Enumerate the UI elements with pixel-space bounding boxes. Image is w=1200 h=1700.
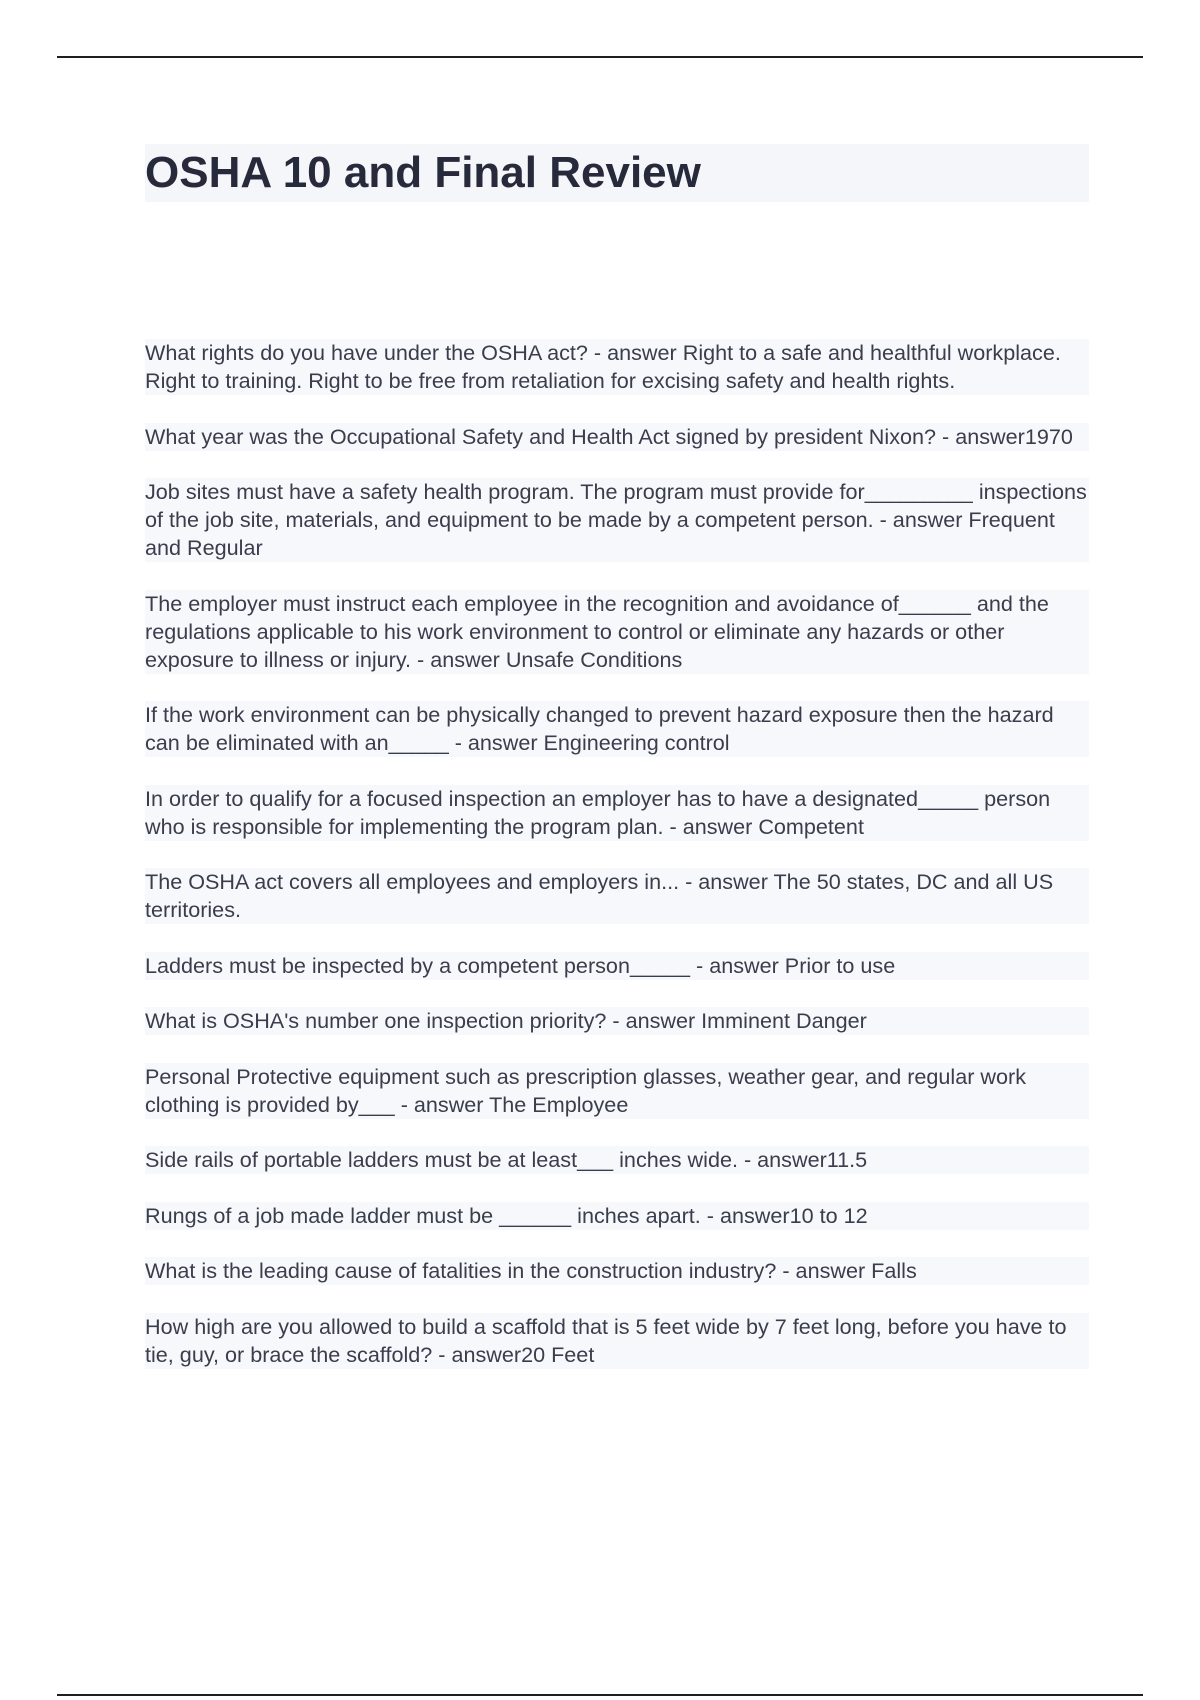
- bottom-rule: [57, 1694, 1143, 1696]
- qa-item: In order to qualify for a focused inspection an employer has to have a designated_____ person who is responsible for implementing the program plan. - answer Competent: [145, 785, 1089, 841]
- qa-item: The OSHA act covers all employees and employers in... - answer The 50 states, DC and all US territories.: [145, 868, 1089, 924]
- qa-item: The employer must instruct each employee in the recognition and avoidance of______ and the regulations applicable to his work environment to control or eliminate any hazards or other exposure to illness or injury. - answer Unsafe Conditions: [145, 590, 1089, 674]
- qa-item: How high are you allowed to build a scaffold that is 5 feet wide by 7 feet long, before you have to tie, guy, or brace the scaffold? - answer20 Feet: [145, 1313, 1089, 1369]
- qa-item: What is OSHA's number one inspection priority? - answer Imminent Danger: [145, 1007, 1089, 1035]
- qa-item: What is the leading cause of fatalities in the construction industry? - answer Falls: [145, 1257, 1089, 1285]
- qa-item: Ladders must be inspected by a competent person_____ - answer Prior to use: [145, 952, 1089, 980]
- top-rule: [57, 56, 1143, 58]
- qa-list: [145, 339, 1089, 1396]
- qa-item: Rungs of a job made ladder must be ______ inches apart. - answer10 to 12: [145, 1202, 1089, 1230]
- qa-item: Job sites must have a safety health program. The program must provide for_________ inspections of the job site, materials, and equipment to be made by a competent person. - answer Frequent and Regular: [145, 478, 1089, 562]
- qa-item: Personal Protective equipment such as prescription glasses, weather gear, and regular work clothing is provided by___ - answer The Employee: [145, 1063, 1089, 1119]
- qa-item: If the work environment can be physically changed to prevent hazard exposure then the hazard can be eliminated with an_____ - answer Engineering control: [145, 701, 1089, 757]
- page-title: OSHA 10 and Final Review: [145, 148, 701, 197]
- qa-item: Side rails of portable ladders must be at least___ inches wide. - answer11.5: [145, 1146, 1089, 1174]
- qa-item: What rights do you have under the OSHA act? - answer Right to a safe and healthful workplace. Right to training. Right to be free from retaliation for excising safety and health rights.: [145, 339, 1089, 395]
- qa-item: What year was the Occupational Safety and Health Act signed by president Nixon? - answer1970: [145, 423, 1089, 451]
